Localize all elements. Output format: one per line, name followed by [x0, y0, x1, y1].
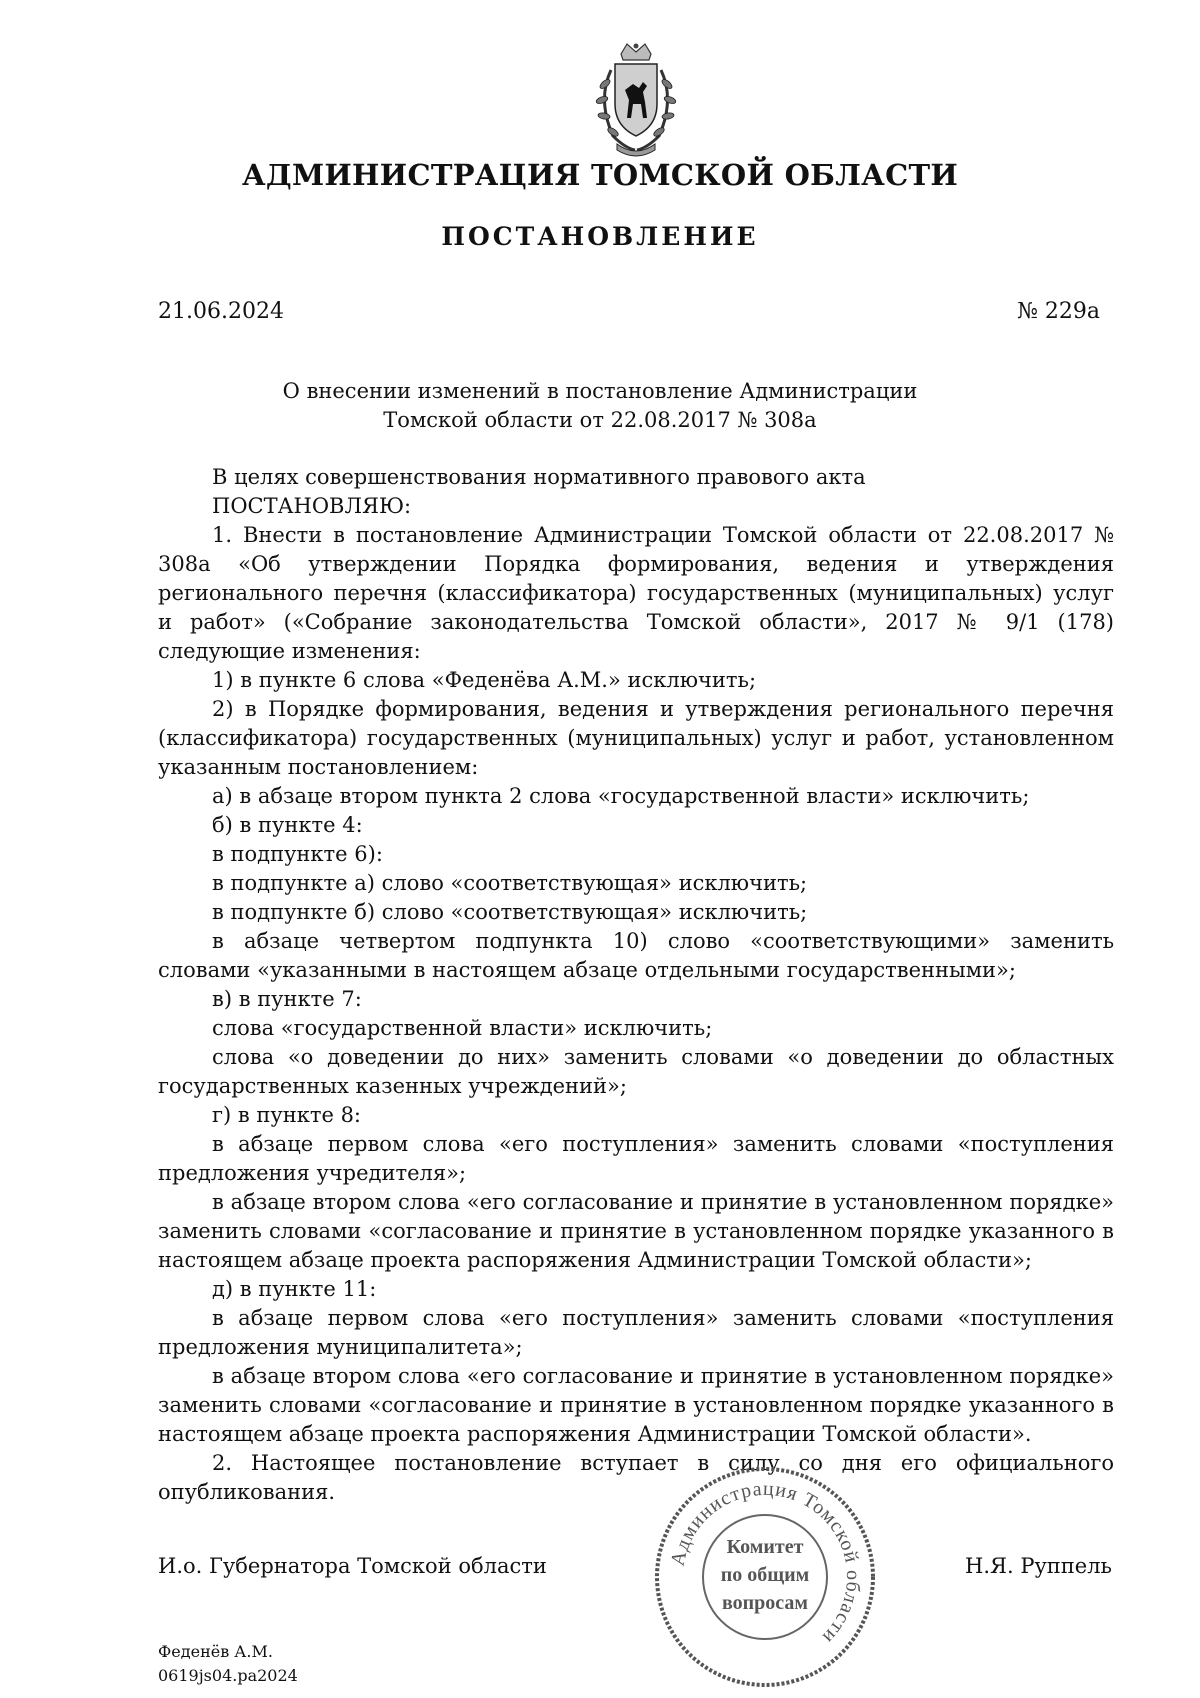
body-paragraph: в абзаце втором слова «его согласование и принятие в установленном порядке» заменить словами «согласование и принятие в установленном порядке указанного в настоящем абзаце проекта распоряжения Администрации Томской области»; [158, 1190, 1114, 1272]
body-paragraph: В целях совершенствования нормативного правового акта [212, 465, 866, 489]
body-paragraph: д) в пункте 11: [212, 1277, 377, 1301]
body-paragraph: слова «о доведении до них» заменить словами «о доведении до областных государственных казенных учреждений»; [158, 1045, 1114, 1098]
body-paragraph: б) в пункте 4: [212, 813, 363, 837]
signer-position: И.о. Губернатора Томской области [158, 1554, 547, 1578]
body-paragraph: 1) в пункте 6 слова «Феденёва А.М.» исключить; [212, 668, 757, 692]
document-number: № 229а [1017, 299, 1100, 324]
stamp-center-line: по общим [720, 1564, 810, 1586]
official-stamp [651, 1463, 879, 1691]
document-date: 21.06.2024 [158, 299, 284, 324]
stamp-center-line: вопросам [721, 1592, 809, 1614]
body-paragraph: слова «государственной власти» исключить; [212, 1016, 713, 1040]
subject-line: Томской области от 22.08.2017 № 308а [383, 408, 817, 432]
body-paragraph: в абзаце первом слова «его поступления» заменить словами «поступления предложения учредителя»; [158, 1132, 1114, 1185]
body-paragraph: в абзаце втором слова «его согласование и принятие в установленном порядке» заменить словами «согласование и принятие в установленном порядке указанного в настоящем абзаце проекта распоряжения Администрации Томской области». [158, 1364, 1114, 1446]
document-code: 0619js04.pa2024 [158, 1666, 298, 1685]
body-paragraph: в подпункте б) слово «соответствующая» исключить; [212, 900, 808, 924]
organization-title: АДМИНИСТРАЦИЯ ТОМСКОЙ ОБЛАСТИ [241, 158, 959, 192]
signer-name: Н.Я. Руппель [965, 1554, 1112, 1578]
stamp-seal-icon [651, 1463, 879, 1691]
body-paragraph: в абзаце четвертом подпункта 10) слово «соответствующими» заменить словами «указанными в настоящем абзаце отдельными государственными»; [158, 929, 1114, 982]
body-paragraph: в) в пункте 7: [212, 987, 362, 1011]
body-paragraph: в абзаце первом слова «его поступления» заменить словами «поступления предложения муниципалитета»; [158, 1306, 1114, 1359]
coat-of-arms-emblem [577, 40, 695, 160]
subject-line: О внесении изменений в постановление Администрации [282, 379, 918, 403]
stamp-ring-text: Администрация Томской области [666, 1477, 865, 1649]
body-paragraph: 2. Настоящее постановление вступает в силу со дня его официального опубликования. [158, 1451, 1114, 1504]
body-paragraph: в подпункте 6): [212, 842, 383, 866]
body-paragraph: ПОСТАНОВЛЯЮ: [212, 494, 412, 518]
document-type: ПОСТАНОВЛЕНИЕ [441, 222, 759, 251]
body-paragraph: в подпункте а) слово «соответствующая» исключить; [212, 871, 808, 895]
body-paragraph: 1. Внести в постановление Администрации Томской области от 22.08.2017 № 308а «Об утверждении Порядка формирования, ведения и утверждения регионального перечня (классификатора) государственных (муниципальных) услуг и работ» («Собрание законодательства Томской области», 2017 № 9/1 (178) следующие изменения: [158, 523, 1114, 663]
body-paragraph: а) в абзаце втором пункта 2 слова «государственной власти» исключить; [212, 784, 1030, 808]
document-body [158, 463, 1114, 1507]
executor-name: Феденёв А.М. [158, 1642, 273, 1661]
stamp-center-line: Комитет [726, 1536, 804, 1558]
footer-executor-block [158, 1640, 298, 1688]
document-subject [0, 377, 1200, 435]
coat-of-arms-icon [577, 40, 695, 160]
body-paragraph: 2) в Порядке формирования, ведения и утверждения регионального перечня (классификатора) государственных (муниципальных) услуг и работ, установленном указанным постановлением: [158, 697, 1114, 779]
body-paragraph: г) в пункте 8: [212, 1103, 361, 1127]
